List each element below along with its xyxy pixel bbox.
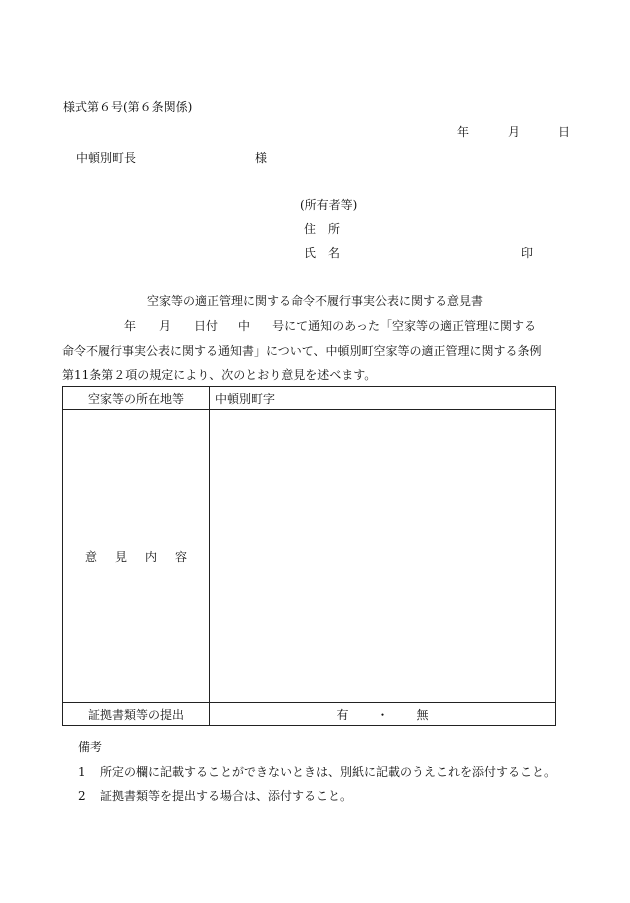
notice-middle: 中 bbox=[238, 319, 251, 333]
evidence-yes-option[interactable]: 有 bbox=[336, 707, 349, 722]
date-day-label: 日 bbox=[558, 125, 571, 139]
body-line-3: 第11条第２項の規定により、次のとおり意見を述べます。 bbox=[62, 368, 377, 382]
opinion-label: 意見内容 bbox=[63, 410, 210, 703]
notice-day: 日付 bbox=[194, 319, 219, 333]
remark-text: 所定の欄に記載することができないときは、別紙に記載のうえこれを添付すること。 bbox=[100, 765, 557, 779]
body-line-2: 命令不履行事実公表に関する通知書」について、中頓別町空家等の適正管理に関する条例 bbox=[62, 344, 542, 358]
seal-mark: 印 bbox=[521, 246, 534, 260]
evidence-row bbox=[63, 703, 556, 726]
owner-address-label: 住所 bbox=[304, 222, 353, 236]
evidence-no-option[interactable]: 無 bbox=[416, 707, 429, 722]
remark-number: 2 bbox=[78, 789, 86, 803]
remarks-heading: 備考 bbox=[78, 740, 103, 754]
opinion-row bbox=[63, 410, 556, 703]
evidence-choice[interactable] bbox=[210, 703, 556, 726]
date-year-label: 年 bbox=[457, 125, 470, 139]
notice-month: 月 bbox=[159, 319, 172, 333]
location-row bbox=[63, 387, 556, 410]
form-number: 様式第６号(第６条関係) bbox=[63, 100, 193, 114]
remark-item bbox=[78, 788, 352, 804]
remark-item bbox=[78, 764, 556, 780]
date-month-label: 月 bbox=[508, 125, 521, 139]
addressee: 中頓別町長 bbox=[76, 151, 137, 165]
notice-rest: 号にて通知のあった「空家等の適正管理に関する bbox=[272, 319, 536, 333]
owner-heading: (所有者等) bbox=[300, 198, 358, 212]
location-label: 空家等の所在地等 bbox=[63, 387, 210, 410]
remark-text: 証拠書類等を提出する場合は、添付すること。 bbox=[100, 789, 353, 803]
body-line-1 bbox=[62, 318, 536, 334]
evidence-separator: ・ bbox=[376, 707, 389, 722]
notice-year: 年 bbox=[124, 319, 137, 333]
remark-number: 1 bbox=[78, 765, 86, 779]
opinion-form-table bbox=[62, 386, 556, 726]
opinion-field[interactable] bbox=[210, 410, 556, 703]
document-title: 空家等の適正管理に関する命令不履行事実公表に関する意見書 bbox=[146, 294, 483, 308]
addressee-honorific: 様 bbox=[255, 151, 268, 165]
owner-name-label: 氏名 bbox=[304, 246, 353, 260]
location-field[interactable]: 中頓別町字 bbox=[210, 387, 556, 410]
evidence-label: 証拠書類等の提出 bbox=[63, 703, 210, 726]
